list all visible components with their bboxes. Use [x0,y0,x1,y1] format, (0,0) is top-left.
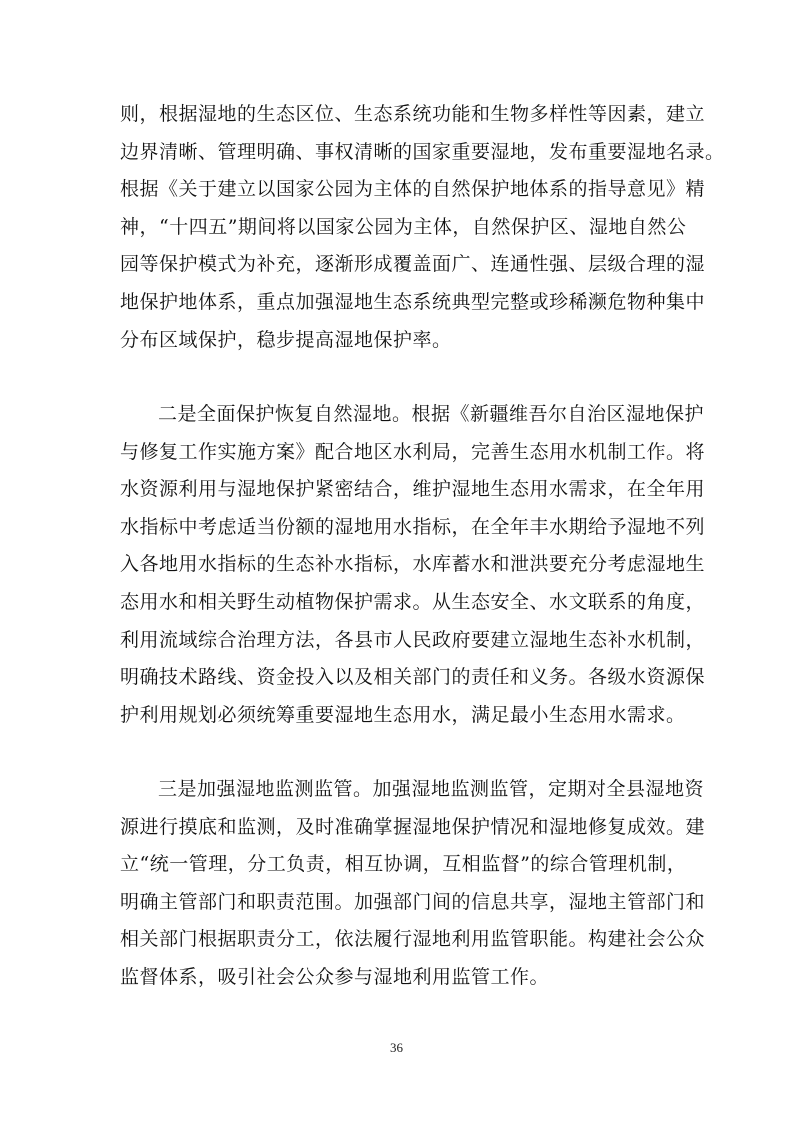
text-line: 水资源利用与湿地保护紧密结合，维护湿地生态用水需求，在全年用 [120,478,706,501]
text-line: 园等保护模式为补充，逐渐形成覆盖面广、连通性强、层级合理的湿 [120,253,706,276]
text-line: 三是加强湿地监测监管。加强湿地监测监管，定期对全县湿地资 [158,778,705,800]
text-line: 立“统一管理，分工负责，相互协调，互相监督”的综合管理机制， [120,853,687,876]
text-line: 二是全面保护恢复自然湿地。根据《新疆维吾尔自治区湿地保护 [158,403,705,425]
text-line: 根据《关于建立以国家公园为主体的自然保护地体系的指导意见》精 [120,178,706,201]
text-line: 入各地用水指标的生态补水指标，水库蓄水和泄洪要充分考虑湿地生 [120,553,706,576]
text-line: 分布区域保护，稳步提高湿地保护率。 [120,328,452,351]
text-line: 态用水和相关野生动植物保护需求。从生态安全、水文联系的角度， [120,590,706,613]
text-line: 明确主管部门和职责范围。加强部门间的信息共享，湿地主管部门和 [120,890,706,913]
text-line: 与修复工作实施方案》配合地区水利局，完善生态用水机制工作。将 [120,440,706,463]
text-line: 则，根据湿地的生态区位、生态系统功能和生物多样性等因素，建立 [120,103,706,125]
page-number: 36 [390,1040,403,1055]
paragraph-protect-restore-wetlands [120,396,706,734]
text-line: 地保护地体系，重点加强湿地生态系统典型完整或珍稀濒危物种集中 [120,290,706,313]
text-line: 明确技术路线、资金投入以及相关部门的责任和义务。各级水资源保 [120,666,706,689]
text-line: 源进行摸底和监测，及时准确掌握湿地保护情况和湿地修复成效。建 [120,815,706,838]
text-line: 神，“十四五”期间将以国家公园为主体，自然保护区、湿地自然公 [120,215,687,238]
text-line: 利用流域综合治理方法，各县市人民政府要建立湿地生态补水机制， [120,628,706,651]
paragraph-monitoring-supervision [120,771,706,997]
text-line: 相关部门根据职责分工，依法履行湿地利用监管职能。构建社会公众 [120,928,706,951]
text-line: 水指标中考虑适当份额的湿地用水指标，在全年丰水期给予湿地不列 [120,515,706,538]
text-line: 监督体系，吸引社会公众参与湿地利用监管工作。 [120,965,550,988]
paragraph-wetland-system [120,96,725,359]
text-line: 边界清晰、管理明确、事权清晰的国家重要湿地，发布重要湿地名录。 [120,140,725,163]
text-line: 护利用规划必须统筹重要湿地生态用水，满足最小生态用水需求。 [120,703,686,726]
